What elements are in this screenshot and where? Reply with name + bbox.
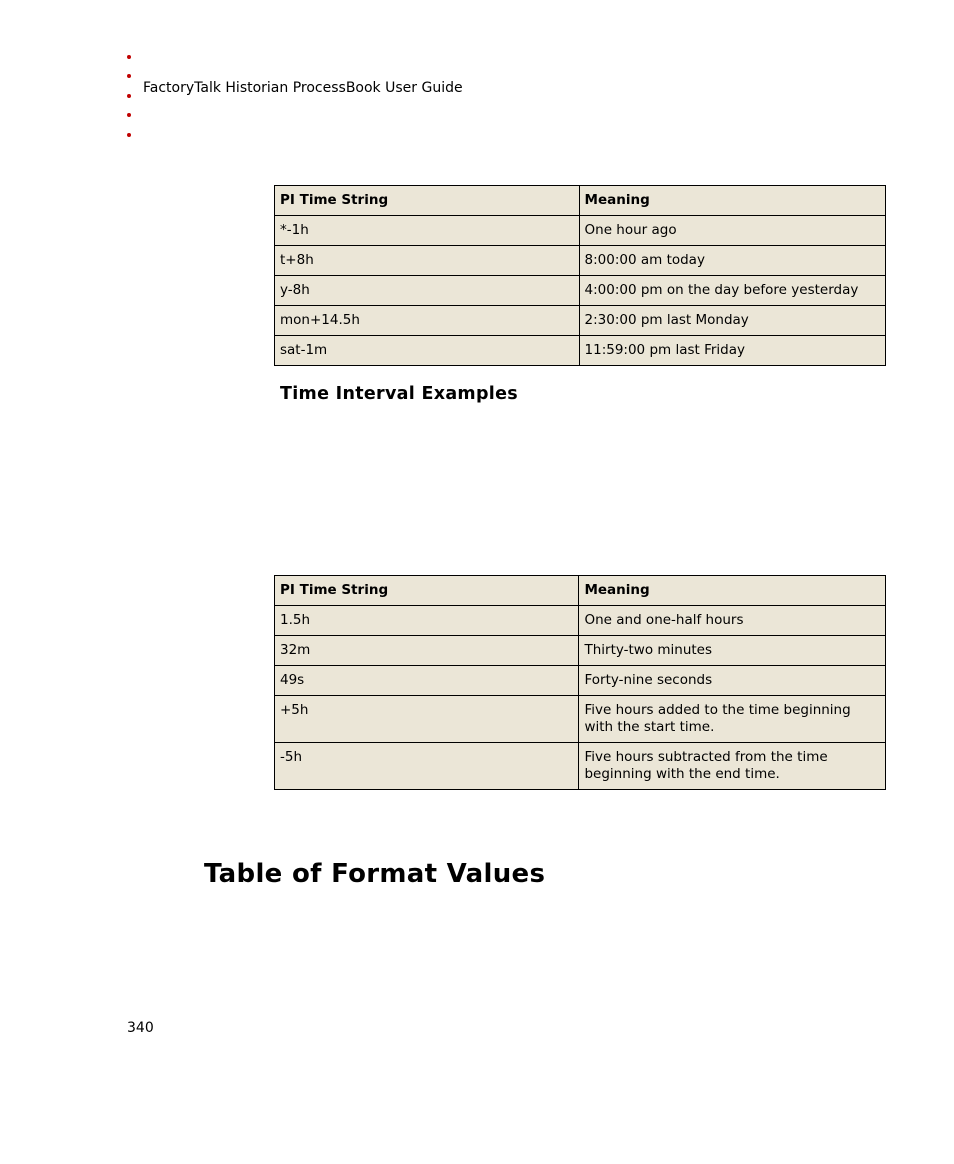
table-row xyxy=(275,216,886,246)
table-row xyxy=(275,666,886,696)
meaning-cell: 2:30:00 pm last Monday xyxy=(579,306,885,336)
bullet-3 xyxy=(127,94,131,98)
table-header-row xyxy=(275,186,886,216)
time-string-cell: -5h xyxy=(275,743,579,790)
meaning-cell: Thirty-two minutes xyxy=(579,636,886,666)
table-row xyxy=(275,636,886,666)
time-string-cell: mon+14.5h xyxy=(275,306,580,336)
table-row xyxy=(275,696,886,743)
meaning-cell: One and one-half hours xyxy=(579,606,886,636)
document-title: FactoryTalk Historian ProcessBook User Guide xyxy=(143,80,463,96)
bullet-2 xyxy=(127,74,131,78)
table-row xyxy=(275,306,886,336)
time-string-table xyxy=(274,185,886,366)
time-string-cell: *-1h xyxy=(275,216,580,246)
meaning-cell: 11:59:00 pm last Friday xyxy=(579,336,885,366)
time-string-cell: 1.5h xyxy=(275,606,579,636)
table-row xyxy=(275,336,886,366)
column-header: Meaning xyxy=(579,186,885,216)
table-row xyxy=(275,606,886,636)
column-header: PI Time String xyxy=(275,576,579,606)
time-string-cell: t+8h xyxy=(275,246,580,276)
time-string-cell: 32m xyxy=(275,636,579,666)
table-header-row xyxy=(275,576,886,606)
table-row xyxy=(275,246,886,276)
time-string-cell: +5h xyxy=(275,696,579,743)
meaning-cell: 8:00:00 am today xyxy=(579,246,885,276)
time-string-cell: y-8h xyxy=(275,276,580,306)
time-string-cell: sat-1m xyxy=(275,336,580,366)
meaning-cell: Forty-nine seconds xyxy=(579,666,886,696)
page-number: 340 xyxy=(127,1020,154,1036)
bullet-1 xyxy=(127,55,131,59)
column-header: PI Time String xyxy=(275,186,580,216)
meaning-cell: One hour ago xyxy=(579,216,885,246)
column-header: Meaning xyxy=(579,576,886,606)
time-interval-table xyxy=(274,575,886,790)
meaning-cell: 4:00:00 pm on the day before yesterday xyxy=(579,276,885,306)
bullet-4 xyxy=(127,113,131,117)
table-row xyxy=(275,743,886,790)
section-title: Table of Format Values xyxy=(204,859,546,889)
time-interval-heading: Time Interval Examples xyxy=(280,384,518,404)
bullet-5 xyxy=(127,133,131,137)
time-string-cell: 49s xyxy=(275,666,579,696)
meaning-cell: Five hours subtracted from the time beginning with the end time. xyxy=(579,743,886,790)
meaning-cell: Five hours added to the time beginning with the start time. xyxy=(579,696,886,743)
table-row xyxy=(275,276,886,306)
